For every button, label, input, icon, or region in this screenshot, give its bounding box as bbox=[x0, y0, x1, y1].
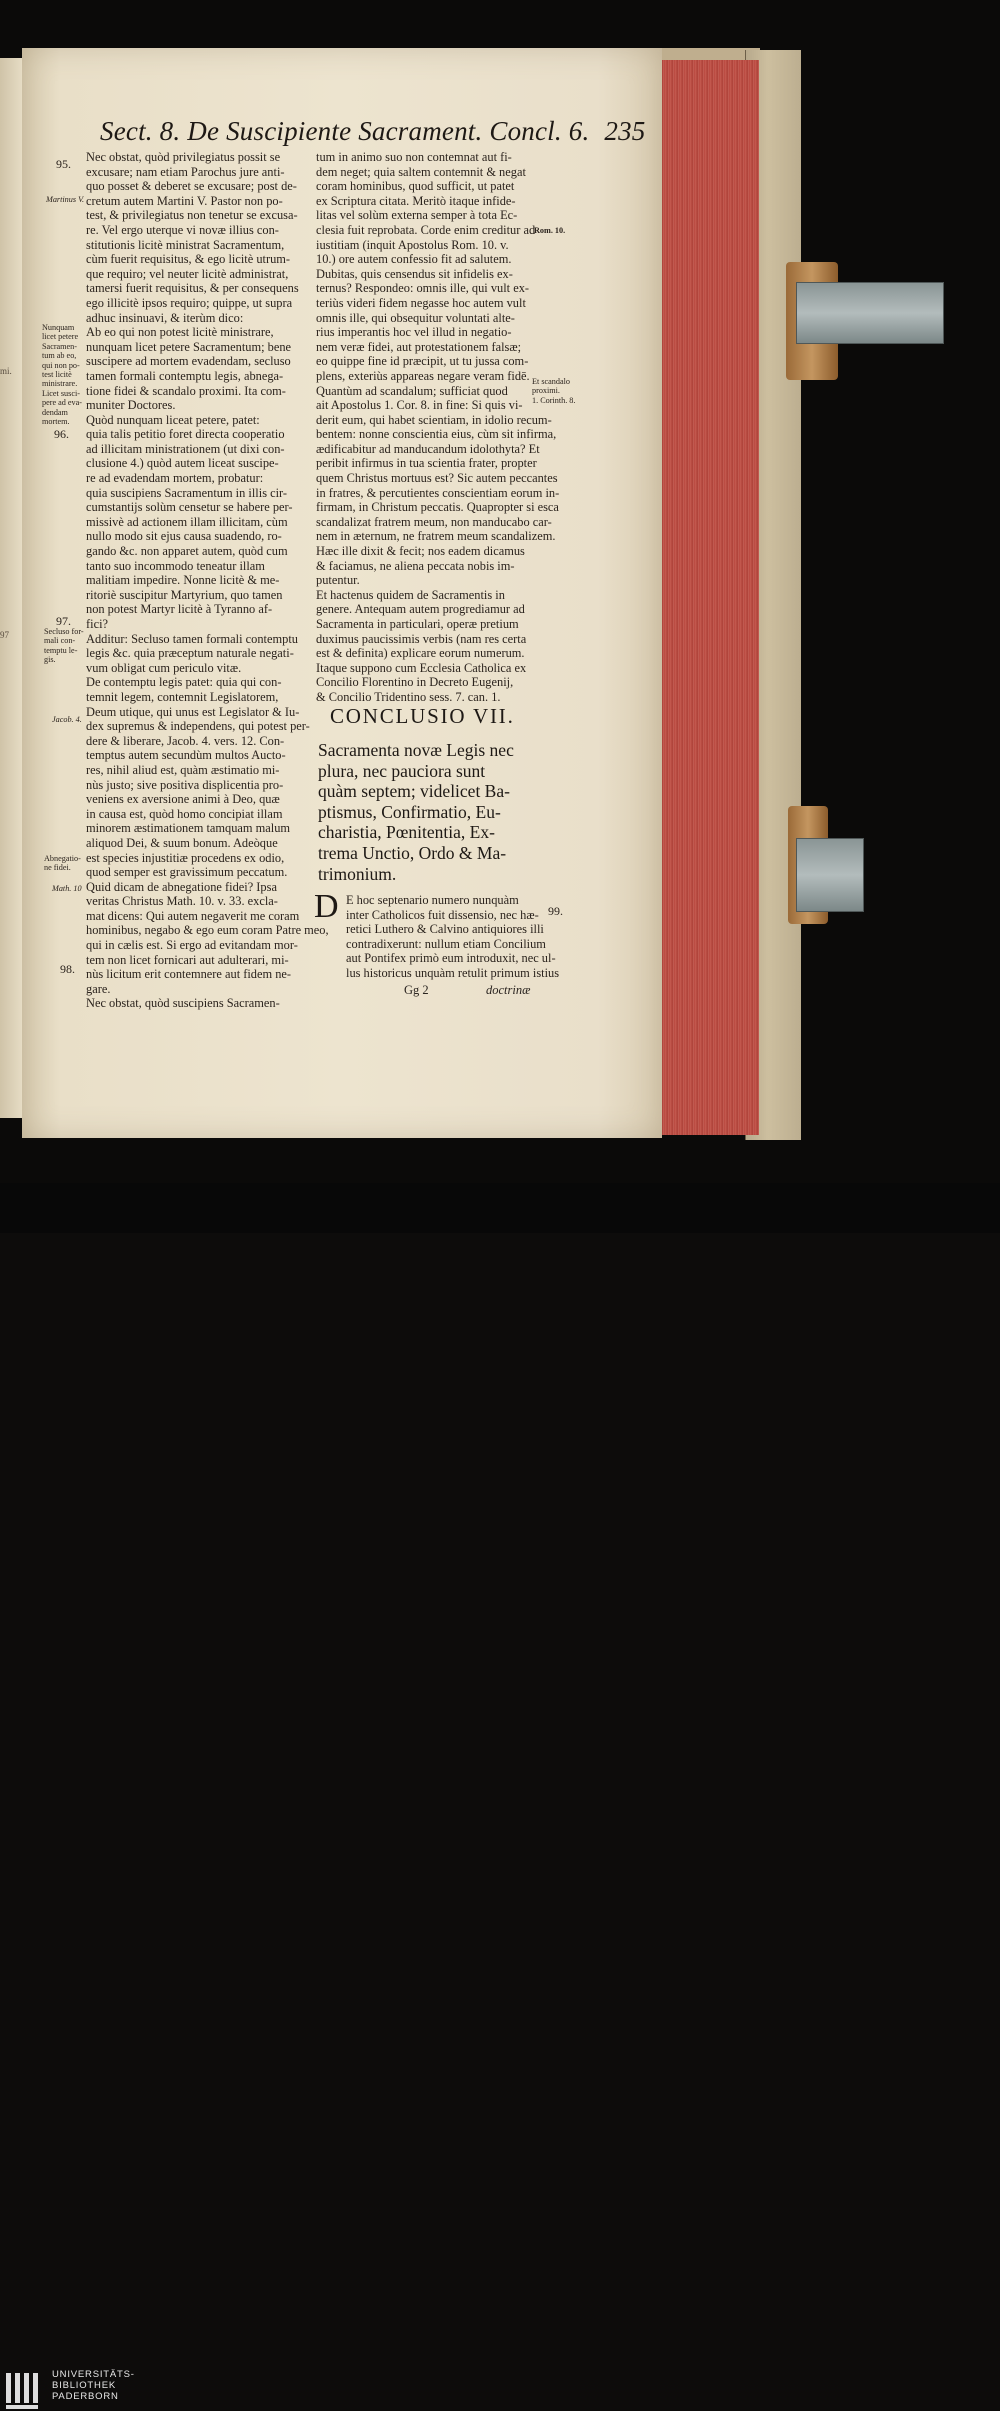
conclusio-line: trimonium. bbox=[318, 863, 397, 884]
text-line: ædificabitur ad manducandum idolothyta? Et bbox=[316, 441, 540, 456]
text-line: dere & liberare, Jacob. 4. vers. 12. Con- bbox=[86, 733, 285, 748]
text-line: cretum autem Martini V. Pastor non po- bbox=[86, 193, 283, 208]
text-line: De contemptu legis patet: quia qui con- bbox=[86, 675, 282, 690]
text-line: nùs justo; sive positiva displicentia pro- bbox=[86, 777, 284, 792]
text-line: quia talis petitio foret directa cooperatio bbox=[86, 427, 285, 442]
paragraph-number: 99. bbox=[548, 904, 563, 918]
text-line: Concilio Florentino in Decreto Eugenij, bbox=[316, 675, 514, 690]
text-line: scandalizat fratrem meum, non manducabo car- bbox=[316, 514, 552, 529]
margin-line: ministrare. bbox=[42, 379, 78, 389]
left-page-edge: mi. 97 bbox=[0, 58, 23, 1118]
text-line: clusione 4.) quòd autem liceat suscipe- bbox=[86, 456, 279, 471]
text-line: duximus paucissimis verbis (nam res certa bbox=[316, 631, 527, 646]
text-line: E hoc septenario numero nunquàm bbox=[346, 893, 519, 907]
text-line: gando &c. non apparet autem, quòd cum bbox=[86, 544, 288, 559]
text-line: Quid dicam de abnegatione fidei? Ipsa bbox=[86, 879, 277, 894]
text-line: tamersi fuerit requisitus, & per consequens bbox=[86, 281, 299, 296]
text-line: adhuc insinuavi, & iterùm dico: bbox=[86, 310, 244, 325]
text-line: aliquod Dei, & suum bonum. Adeòque bbox=[86, 835, 278, 850]
text-line: ritoriè suscipitur Martyrium, quo tamen bbox=[86, 587, 283, 602]
text-line: retici Luthero & Calvino antiquiores illi bbox=[346, 922, 544, 937]
text-line: muniter Doctores. bbox=[86, 398, 176, 413]
scan-scene bbox=[0, 0, 1000, 1183]
text-line: inter Catholicos fuit dissensio, nec hæ- bbox=[346, 907, 539, 922]
text-line: res, nihil aliud est, quàm æstimatio mi- bbox=[86, 762, 280, 777]
text-line: dex supremus & independens, qui potest per- bbox=[86, 719, 310, 734]
text-line: legis &c. quia præceptum naturale negati- bbox=[86, 646, 294, 661]
text-line: aut Pontifex primò eum introduxit, nec ul- bbox=[346, 951, 556, 966]
conclusio-line: quàm septem; videlicet Ba- bbox=[318, 781, 510, 802]
margin-line: Secluso for- bbox=[44, 627, 84, 636]
text-line: Itaque suppono cum Ecclesia Catholica ex bbox=[316, 660, 527, 675]
signature-mark: Gg 2 bbox=[404, 983, 429, 997]
margin-line: Licet susci- bbox=[42, 388, 80, 398]
text-line: Nec obstat, quòd privilegiatus possit se bbox=[86, 150, 281, 164]
text-line: re ad evadendam mortem, probatur: bbox=[86, 471, 264, 486]
margin-line: licet petere bbox=[42, 332, 79, 342]
margin-note-romans: Rom. 10. bbox=[534, 226, 566, 235]
text-line: quem Christus mortuus est? Sic autem peccantes bbox=[316, 471, 558, 486]
text-line: putentur. bbox=[316, 573, 360, 588]
text-line: Deum utique, qui unus est Legislator & Iu- bbox=[86, 704, 300, 719]
text-line: dem neget; quia saltem contemnit & negat bbox=[316, 164, 526, 179]
text-line: nùs licitum erit contemnere aut fidem ne- bbox=[86, 967, 292, 982]
text-line: peribit infirmus in tua scientia frater, propter bbox=[316, 456, 537, 471]
text-line: non potest Martyr licitè à Tyranno af- bbox=[86, 602, 273, 617]
text-line: gare. bbox=[86, 981, 111, 996]
red-page-edges bbox=[652, 60, 759, 1135]
paragraph-number: 96. bbox=[54, 427, 69, 441]
margin-line: 1. Corinth. 8. bbox=[532, 395, 576, 405]
margin-line: mortem. bbox=[42, 417, 70, 427]
text-line: Nec obstat, quòd suscipiens Sacramen- bbox=[86, 996, 280, 1011]
text-line: que requiro; vel neuter licitè administrat, bbox=[86, 266, 289, 281]
margin-note-secluso bbox=[44, 627, 84, 665]
margin-line: tum ab eo, bbox=[42, 351, 77, 361]
text-line: stitutionis licitè ministrat Sacramentum, bbox=[86, 237, 285, 252]
text-line: 10.) ore autem confessio fit ad salutem. bbox=[316, 252, 512, 267]
text-line: eo quippe fine id præcipit, ut tu jussa com- bbox=[316, 354, 529, 369]
right-text-column bbox=[316, 150, 559, 705]
text-line: Quòd nunquam liceat petere, patet: bbox=[86, 412, 260, 427]
library-footer bbox=[0, 1183, 1000, 2402]
text-line: veniens ex aversione animi à Deo, quæ bbox=[86, 792, 280, 807]
text-line: lus historicus unquàm retulit primum istius bbox=[346, 965, 560, 980]
text-line: derit eum, qui habet scientiam, in idolio recum- bbox=[316, 412, 552, 427]
conclusio-line: ptismus, Confirmatio, Eu- bbox=[318, 801, 501, 822]
margin-line: test licitè bbox=[42, 370, 72, 380]
text-line: nem in æternum, ne fratrem meum scandalizem. bbox=[316, 529, 556, 544]
text-line: tamen formali contemptu legis, abnega- bbox=[86, 368, 284, 383]
margin-line: proximi. bbox=[532, 386, 560, 396]
text-line: Quantùm ad scandalum; sufficiat quod bbox=[316, 383, 508, 398]
text-line: excusare; nam etiam Parochus jure anti- bbox=[86, 164, 285, 179]
text-line: tione fidei & scandalo proximi. Ita com- bbox=[86, 383, 286, 398]
text-line: Ab eo qui non potest licitè ministrare, bbox=[86, 325, 274, 340]
drop-cap: D bbox=[314, 888, 339, 925]
text-line: & faciamus, ne aliena peccata nobis im- bbox=[316, 558, 515, 573]
text-line: Sacramenta in particulari, operæ pretium bbox=[316, 617, 519, 631]
text-line: ternus? Respondeo: omnis ille, qui vult ex- bbox=[316, 281, 530, 296]
text-line: veritas Christus Math. 10. v. 33. excla- bbox=[86, 894, 278, 909]
text-line: tem non licet fornicari aut adulterari, mi- bbox=[86, 952, 289, 967]
library-name: UNIVERSITÄTS- BIBLIOTHEK PADERBORN bbox=[52, 2369, 135, 2402]
margin-note-nunquam bbox=[42, 323, 82, 426]
conclusio-body bbox=[346, 893, 559, 981]
text-line: fici? bbox=[86, 617, 109, 631]
text-line: ad illicitam ministrationem (ut dixi con- bbox=[86, 441, 285, 456]
text-line: rius imperantis hoc vel illud in negatio- bbox=[316, 325, 512, 340]
margin-line: Abnegatio- bbox=[44, 854, 81, 863]
text-line: teriùs videri fidem negasse hoc autem vult bbox=[316, 295, 526, 310]
conclusio-line: trema Unctio, Ordo & Ma- bbox=[318, 842, 507, 863]
text-line: tum in animo suo non contemnat aut fi- bbox=[316, 150, 512, 164]
text-line: nem veræ fidei, aut protestationem falsæ; bbox=[316, 339, 522, 354]
text-line: quia suscipiens Sacramentum in illis cir- bbox=[86, 485, 288, 500]
text-line: iustitiam (inquit Apostolus Rom. 10. v. bbox=[316, 237, 509, 252]
margin-line: Sacramen- bbox=[42, 341, 78, 351]
text-line: vum obligat cum periculo vitæ. bbox=[86, 660, 242, 675]
margin-line: pere ad eva- bbox=[42, 398, 82, 408]
conclusio-line: Sacramenta novæ Legis nec bbox=[318, 740, 514, 760]
text-line: contradixerunt: nullum etiam Concilium bbox=[346, 936, 546, 951]
text-line: ego illicitè ipsos requiro; quippe, ut supra bbox=[86, 295, 293, 310]
header-title: Sect. 8. De Suscipiente Sacrament. Concl. 6. bbox=[100, 116, 590, 146]
text-line: minorem æstimationem tamquam malum bbox=[86, 821, 291, 836]
text-line: quod semper est gravissimum peccatum. bbox=[86, 865, 288, 880]
text-line: missivè ad actionem illam illicitam, cùm bbox=[86, 514, 288, 529]
conclusio-line: charistia, Pœnitentia, Ex- bbox=[318, 822, 495, 843]
text-line: ait Apostolus 1. Cor. 8. in fine: Si quis vi- bbox=[316, 398, 523, 413]
text-line: tanto suo incommodo teneatur illam bbox=[86, 558, 265, 573]
left-text-column bbox=[86, 150, 329, 1011]
page-number: 235 bbox=[604, 116, 646, 146]
paragraph-number: 98. bbox=[60, 962, 75, 976]
text-line: Et hactenus quidem de Sacramentis in bbox=[316, 587, 505, 602]
margin-line: ne fidei. bbox=[44, 863, 71, 873]
conclusio-statement bbox=[318, 740, 514, 884]
text-line: suscipere ad mortem evadendam, secluso bbox=[86, 354, 291, 369]
text-line: nullo modo sit ejus causa suadendo, ro- bbox=[86, 529, 282, 544]
running-header bbox=[100, 116, 646, 147]
text-line: test, & privilegiatus non tenetur se excusa- bbox=[86, 208, 298, 223]
text-line: re. Vel ergo uterque vi novæ illius con- bbox=[86, 222, 279, 237]
text-line: quo posset & deberet se excusare; post de- bbox=[86, 179, 297, 194]
margin-line: Et scandalo bbox=[532, 377, 570, 386]
margin-line: mali con- bbox=[44, 636, 76, 646]
text-line: hominibus, negabo & ego eum coram Patre meo, bbox=[86, 923, 329, 938]
text-line: in fratres, & percutientes conscientiam eorum in- bbox=[316, 485, 560, 500]
text-line: firmam, in Christum peccatis. Quapropter si esca bbox=[316, 500, 559, 515]
text-line: litas vel solùm externa semper à tota Ec- bbox=[316, 208, 518, 223]
margin-note-math: Math. 10 bbox=[52, 884, 82, 893]
text-line: est species injustitiæ procedens ex odio, bbox=[86, 850, 285, 865]
margin-line: temptu le- bbox=[44, 645, 78, 655]
text-line: Additur: Secluso tamen formali contemptu bbox=[86, 631, 298, 646]
text-line: genere. Antequam autem progrediamur ad bbox=[316, 602, 525, 617]
margin-note-abnegatio bbox=[44, 854, 81, 873]
paragraph-number: 95. bbox=[56, 157, 71, 171]
text-line: malitiam impedire. Nonne licitè & me- bbox=[86, 573, 280, 588]
text-line: temnit legem, contemnit Legislatorem, bbox=[86, 689, 279, 704]
margin-line: qui non po- bbox=[42, 360, 80, 370]
text-line: est & definita) explicare eorum numerum. bbox=[316, 646, 525, 661]
text-line: nunquam licet petere Sacramentum; bene bbox=[86, 339, 292, 354]
text-line: cùm fuerit requisitus, & ego licitè utrum- bbox=[86, 252, 291, 267]
text-line: qui in cælis est. Si ergo ad evitandam mor- bbox=[86, 938, 298, 953]
paragraph-number: 97. bbox=[56, 614, 71, 628]
text-line: omnis ille, qui obsequitur voluntati alte- bbox=[316, 310, 515, 325]
text-line: bentem: nonne conscientia eius, cùm sit infirma, bbox=[316, 427, 557, 442]
text-line: mat dicens: Qui autem negaverit me coram bbox=[86, 908, 300, 923]
margin-line: dendam bbox=[42, 407, 68, 417]
catchword: doctrinæ bbox=[486, 983, 531, 997]
text-line: coram hominibus, quod sufficit, ut patet bbox=[316, 179, 515, 194]
conclusio-line: plura, nec pauciora sunt bbox=[318, 760, 486, 781]
text-line: temptus autem secundùm multos Aucto- bbox=[86, 748, 286, 763]
conclusio-title: CONCLUSIO VII. bbox=[330, 704, 515, 728]
margin-note-martinus: Martinus V. bbox=[46, 195, 85, 204]
margin-line: gis. bbox=[44, 655, 56, 665]
text-line: plens, exteriùs appareas negare veram fidē. bbox=[316, 368, 530, 383]
text-line: Hæc ille dixit & fecit; nos eadem dicamus bbox=[316, 544, 525, 559]
margin-line: Nunquam bbox=[42, 323, 75, 332]
margin-note-scandalo bbox=[532, 377, 575, 405]
text-line: cumstantijs solùm censetur se habere per- bbox=[86, 500, 293, 515]
margin-note-jacob: Jacob. 4. bbox=[52, 715, 82, 724]
text-line: & Concilio Tridentino sess. 7. can. 1. bbox=[316, 689, 501, 704]
text-line: in causa est, quòd homo concipiat illam bbox=[86, 806, 283, 821]
text-line: clesia fuit reprobata. Corde enim creditur ad bbox=[316, 222, 536, 237]
text-line: ex Scriptura citata. Meritò itaque infide- bbox=[316, 193, 516, 208]
text-line: Dubitas, quis censendus sit infidelis ex- bbox=[316, 266, 513, 281]
library-logo-icon bbox=[6, 2371, 44, 2411]
